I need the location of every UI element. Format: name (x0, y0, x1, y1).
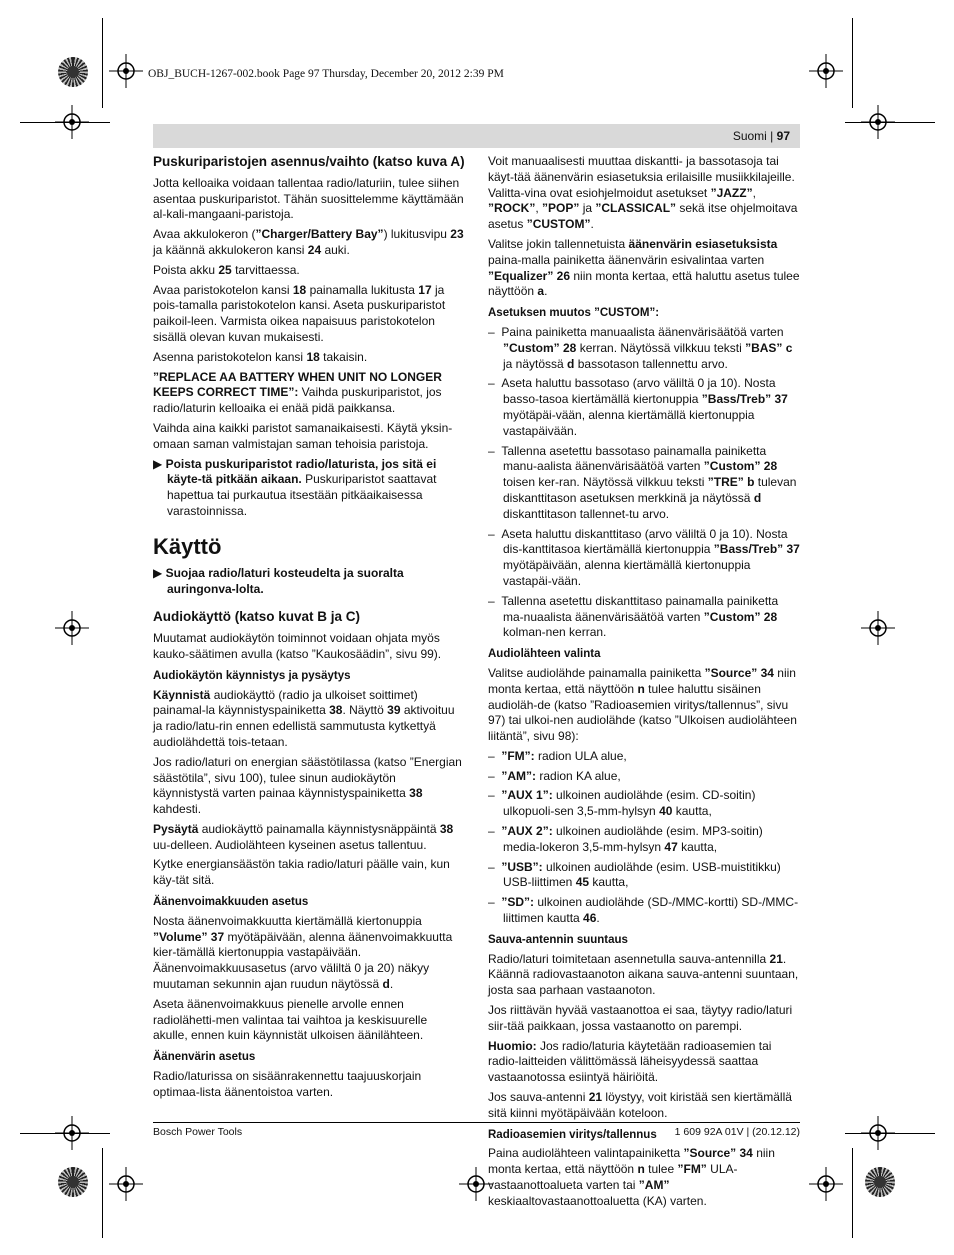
subheading-start-stop: Audiokäytön käynnistys ja pysäytys (153, 669, 351, 682)
crop-mark (20, 1133, 110, 1134)
footer-rule (153, 1122, 800, 1123)
list-item: – Aseta haluttu diskanttitaso (arvo väliltä 0 ja 10). Nosta dis-kanttitasoa kiertämällä kiertonuppia ”Bass/Treb” 37 myötäpäivään, alenna kiertämällä kiertonuppia vastapäi-vään. (488, 526, 800, 588)
subheading-volume: Äänenvoimakkuuden asetus (153, 896, 309, 909)
triangle-bullet-icon: ▶ (153, 456, 166, 471)
footer-brand: Bosch Power Tools (153, 1126, 243, 1138)
subheading-tuning: Radioasemien viritys/tallennus (488, 1128, 657, 1141)
list-item: – Aseta haluttu bassotaso (arvo väliltä 0 ja 10). Nosta basso-tasoa kiertämällä kiertonuppia ”Bass/Treb” 37 myötäpäi-vään, alenna kiertämällä kiertonuppia vastapäivään. (488, 376, 788, 438)
page-header: Suomi | 97 (153, 124, 800, 148)
paragraph: Radio/laturissa on sisäänrakennettu taajuuskorjain optimaa-lista äänentoistoa varten. (153, 1069, 422, 1099)
right-column (488, 154, 801, 1214)
registration-rosette-icon (58, 1167, 88, 1197)
list-item: – ”SD”: ulkoinen audiolähde (SD-/MMC-kortti) SD-/MMC-liittimen kautta 46. (488, 895, 799, 926)
paragraph: Pysäytä audiokäyttö painamalla käynnistysnäppäintä 38 uu-delleen. Audiolähteen kyseinen asetus tallentuu. (153, 821, 454, 852)
subheading-tone: Äänenvärin asetus (153, 1051, 256, 1064)
paragraph: Jos riittävän hyvää vastaanottoa ei saa, täytyy radio/laturi siir-tää paikkaan, jossa vastaanotto on parempi. (488, 1003, 793, 1033)
footer-docnumber: 1 609 92A 01V | (20.12.12) (674, 1126, 800, 1138)
paragraph: Avaa paristokotelon kansi 18 painamalla lukitusta 17 ja pois-tamalla paristokotelon kansi. Aseta puskuriparistot paikoil-leen. Varmista oikea napaisuus paristokotelon sisällä olevan kuvan mukaisesti. (153, 282, 446, 344)
print-slug: OBJ_BUCH-1267-002.book Page 97 Thursday, December 20, 2012 2:39 PM (148, 68, 504, 80)
crosshair-icon (861, 611, 895, 645)
registration-rosette-icon (865, 1167, 895, 1197)
header-language: Suomi (732, 129, 767, 143)
paragraph: Jos sauva-antenni 21 löystyy, voit kiristää sen kiertämällä sitä kiinni myötäpäivään koteloon. (488, 1090, 792, 1120)
list-item: – Tallenna asetettu diskanttitaso painamalla painiketta ma-nuaalista äänenvärisäätöä varten ”Custom” 28 kolman-nen kerran. (488, 593, 779, 640)
list-item: – ”AM”: radion KA alue, (488, 768, 621, 783)
paragraph: Poista akku 25 tarvittaessa. (153, 262, 300, 277)
list-item: – ”USB”: ulkoinen audiolähde (esim. USB-muistitikku) USB-liittimen 45 kautta, (488, 859, 781, 890)
section-title-kaytto: Käyttö (153, 533, 222, 559)
list-item: – ”AUX 1”: ulkoinen audiolähde (esim. CD-soitin) ulkopuoli-sen 3,5-mm-hylsyn 40 kautta, (488, 788, 756, 819)
paragraph: Muutamat audiokäytön toiminnot voidaan ohjata myös kauko-säätimen avulla (katso ”Kaukosäädin”, sivu 99). (153, 631, 442, 661)
paragraph: Aseta äänenvoimakkuus pienelle arvolle ennen radiolähetti-men valintaa tai vaihtoa ja keskisuurelle akulle, ennen kuin käynnistät ulkoisen äänilähteen. (153, 996, 428, 1043)
registration-rosette-icon (58, 57, 88, 87)
paragraph: Jotta kelloaika voidaan tallentaa radio/laturiin, tulee siihen asentaa puskuriparistot. Tähän suosittelemme käyttämään al-kali-mangaani-paristoja. (153, 175, 464, 222)
crop-mark (845, 1133, 935, 1134)
paragraph: Asenna paristokotelon kansi 18 takaisin. (153, 349, 368, 364)
warning-bullet: ▶ Poista puskuriparistot radio/laturista, jos sitä ei käyte-tä pitkään aikaan. Puskuriparistot saattavat hapettua tai purkautua itsestään pitkäaikaisessa varastoinnissa. (153, 456, 437, 518)
section-heading-backup-batteries: Puskuriparistojen asennus/vaihto (katso kuva A) (153, 154, 465, 169)
left-column (153, 154, 465, 1105)
paragraph: Vaihda aina kaikki paristot samanaikaisesti. Käytä yksin-omaan saman valmistajan saman tehoisia paristoja. (153, 420, 453, 451)
crosshair-icon (109, 54, 143, 88)
crop-mark (852, 18, 853, 108)
paragraph: Käynnistä audiokäyttö (radio ja ulkoiset soittimet) painamal-la käynnistyspainiketta 38. Näyttö 39 aktivoituu ja radio/latu-rin ennen edellistä sammutusta kytkettyä audiolähdettä tois-tetaan. (153, 687, 455, 749)
paragraph: Jos radio/laturi on energian säästötilassa (katso ”Energian säästötila”, sivu 100), tulee sinun audiokäytön käynnistystä varten painaa käynnistyspainiketta 38 kahdesti. (153, 754, 462, 817)
paragraph: Paina audiolähteen valintapainiketta ”Source” 34 niin monta kertaa, että näyttöön n tulee ”FM” ULA-vastaanottoalueta varten tai ”AM” keskiaaltovastaanottoaluetta (KA) varten. (488, 1146, 775, 1208)
crop-mark (102, 1148, 103, 1238)
paragraph: Kytke energiansäästön takia radio/laturi päälle vain, kun käy-tät sitä. (153, 857, 450, 888)
crop-mark (845, 122, 935, 123)
paragraph: Nosta äänenvoimakkuutta kiertämällä kiertonuppia ”Volume” 37 myötäpäivään, alenna äänenvoimakkuutta kier-tämällä kiertonuppia vastapäivään. Äänenvoimakkuusasetus (arvo väliltä 0 ja 20) näkyy muutaman sekunnin ajan ruudun näytössä d. (153, 913, 453, 992)
paragraph: Voit manuaalisesti muuttaa diskantti- ja bassotasoja tai käyt-tää äänenvärin esiasetuksia erilaisille musiikkilajeille. Valitta-vina ovat esiohjelmoidut asetukset ”JAZZ”, ”ROCK”, ”POP” ja ”CLASSICAL” sekä itse ohjelmoitava asetus ”CUSTOM”. (488, 154, 798, 232)
crosshair-icon (809, 1167, 843, 1201)
paragraph: Valitse audiolähde painamalla painiketta ”Source” 34 niin monta kertaa, että näyttöön n tulee haluttu sisäinen audioläh-de (katso ”Radioasemien viritys/tallennus”, sivu 97) tai ulkoi-nen audiolähde (katso ”Ulkoisen audiolähteen liitäntä”, sivu 98): (488, 665, 797, 744)
triangle-bullet-icon: ▶ (153, 565, 166, 580)
section-heading-audio: Audiokäyttö (katso kuvat B ja C) (153, 609, 361, 625)
subheading-custom: Asetuksen muutos ”CUSTOM”: (488, 307, 660, 320)
crop-mark (852, 1148, 853, 1238)
warning-bullet: ▶ Suojaa radio/laturi kosteudelta ja suoralta auringonva-lolta. (153, 565, 404, 596)
list-item: – Tallenna asetettu bassotaso painamalla painiketta manu-aalista äänenvärisäätöä varten ”Custom” 28 toisen ker-ran. Näytössä vilkkuu teksti ”TRE” b tulevan diskanttitason asetuksen merkkinä ja näytössä d diskanttitason tallennet-tu arvo. (488, 443, 797, 521)
crop-mark (102, 18, 103, 108)
paragraph: Radio/laturi toimitetaan asennetulla sauva-antennilla 21. Käännä radiovastaanoton aikana sauva-antenni suuntaan, josta saa parhaan vastaanoton. (488, 951, 799, 998)
paragraph: Huomio: Jos radio/laturia käytetään radioasemien tai radio-laitteiden välittömässä läheisyydessä saattaa vastaanotossa esiintyä häiriöitä. (488, 1038, 772, 1085)
paragraph: Avaa akkulokeron (”Charger/Battery Bay”) lukitusvipu 23 ja käännä akkulokeron kansi 24 auki. (153, 227, 464, 257)
paragraph: ”REPLACE AA BATTERY WHEN UNIT NO LONGER KEEPS CORRECT TIME”: Vaihda puskuriparistot, jos radio/laturin kelloaika ei enää pidä paikkansa. (153, 369, 442, 416)
crosshair-icon (109, 1167, 143, 1201)
paragraph: Valitse jokin tallennetuista äänenvärin esiasetuksista paina-malla painiketta äänenvärin esivalintaa varten ”Equalizer” 26 niin monta kertaa, että haluttu asetus tulee näyttöön a. (488, 236, 800, 299)
crosshair-icon (55, 611, 89, 645)
subheading-antenna: Sauva-antennin suuntaus (488, 933, 628, 946)
list-item: – ”AUX 2”: ulkoinen audiolähde (esim. MP3-soitin) media-lokeron 3,5-mm-hylsyn 47 kautta, (488, 824, 763, 854)
crop-mark (20, 122, 110, 123)
crosshair-icon (809, 54, 843, 88)
list-item: – ”FM”: radion ULA alue, (488, 748, 627, 763)
page-number: 97 (776, 129, 790, 143)
list-item: – Paina painiketta manuaalista äänenvärisäätöä varten ”Custom” 28 kerran. Näytössä vilkkuu teksti ”BAS” c ja näytössä d bassotason tallennettu arvo. (488, 324, 793, 371)
subheading-source: Audiolähteen valinta (488, 648, 601, 661)
